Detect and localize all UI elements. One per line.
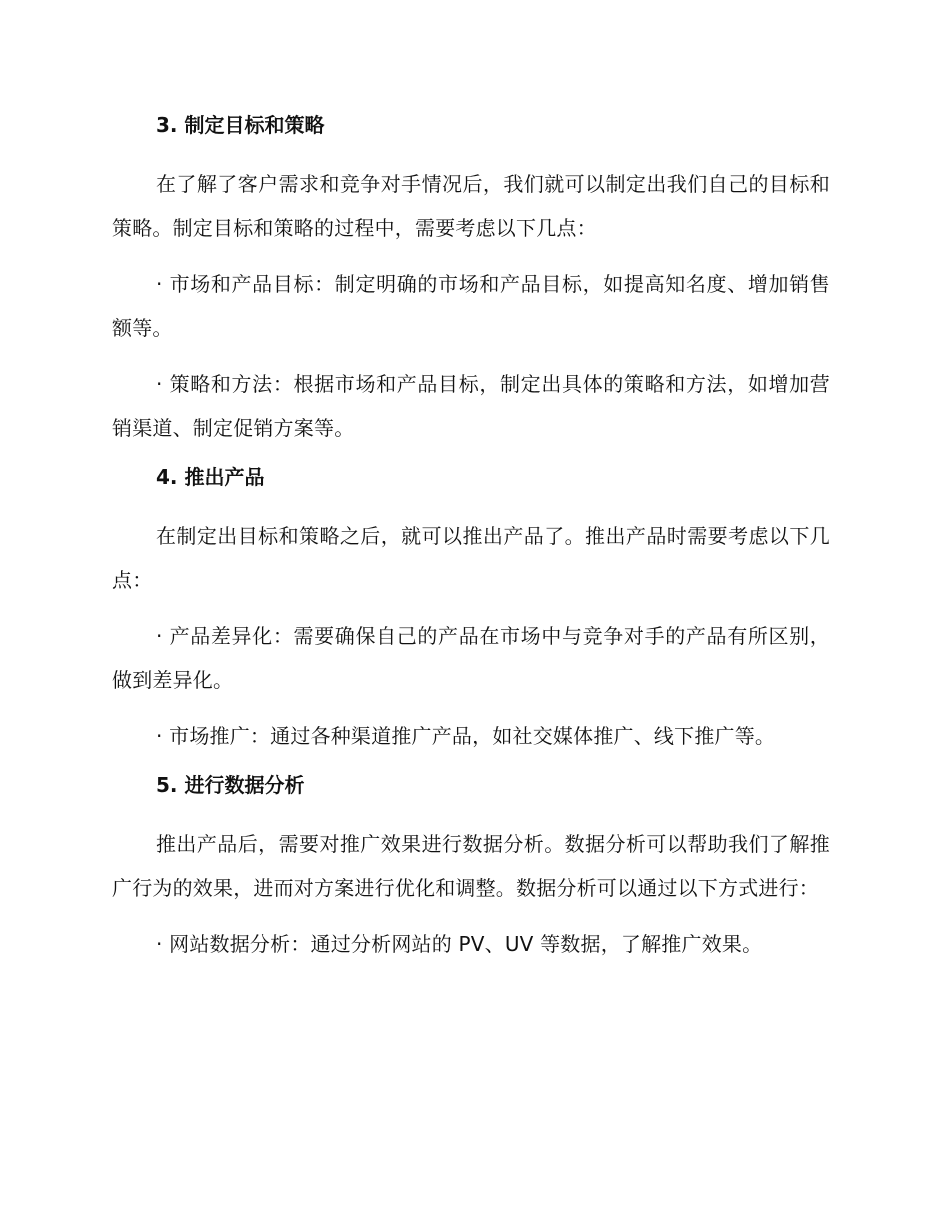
bullet-paragraph: · 策略和方法：根据市场和产品目标，制定出具体的策略和方法，如增加营销渠道、制定促销方案等。 xyxy=(112,372,830,440)
bullet-paragraph: · 市场和产品目标：制定明确的市场和产品目标，如提高知名度、增加销售额等。 xyxy=(112,272,830,340)
section-heading: 3. 制定目标和策略 xyxy=(156,113,325,137)
paragraph: 在制定出目标和策略之后，就可以推出产品了。推出产品时需要考虑以下几点： xyxy=(112,524,830,592)
bullet-paragraph: · 产品差异化：需要确保自己的产品在市场中与竞争对手的产品有所区别，做到差异化。 xyxy=(112,624,830,692)
section-heading: 5. 进行数据分析 xyxy=(156,773,305,797)
paragraph: 推出产品后，需要对推广效果进行数据分析。数据分析可以帮助我们了解推广行为的效果，进而对方案进行优化和调整。数据分析可以通过以下方式进行： xyxy=(112,832,830,900)
paragraph: 在了解了客户需求和竞争对手情况后，我们就可以制定出我们自己的目标和策略。制定目标和策略的过程中，需要考虑以下几点： xyxy=(112,172,830,240)
document-body xyxy=(112,110,830,978)
bullet-paragraph: · 网站数据分析：通过分析网站的 PV、UV 等数据，了解推广效果。 xyxy=(156,932,763,956)
section-heading: 4. 推出产品 xyxy=(156,465,265,489)
bullet-paragraph: · 市场推广：通过各种渠道推广产品，如社交媒体推广、线下推广等。 xyxy=(156,724,776,748)
